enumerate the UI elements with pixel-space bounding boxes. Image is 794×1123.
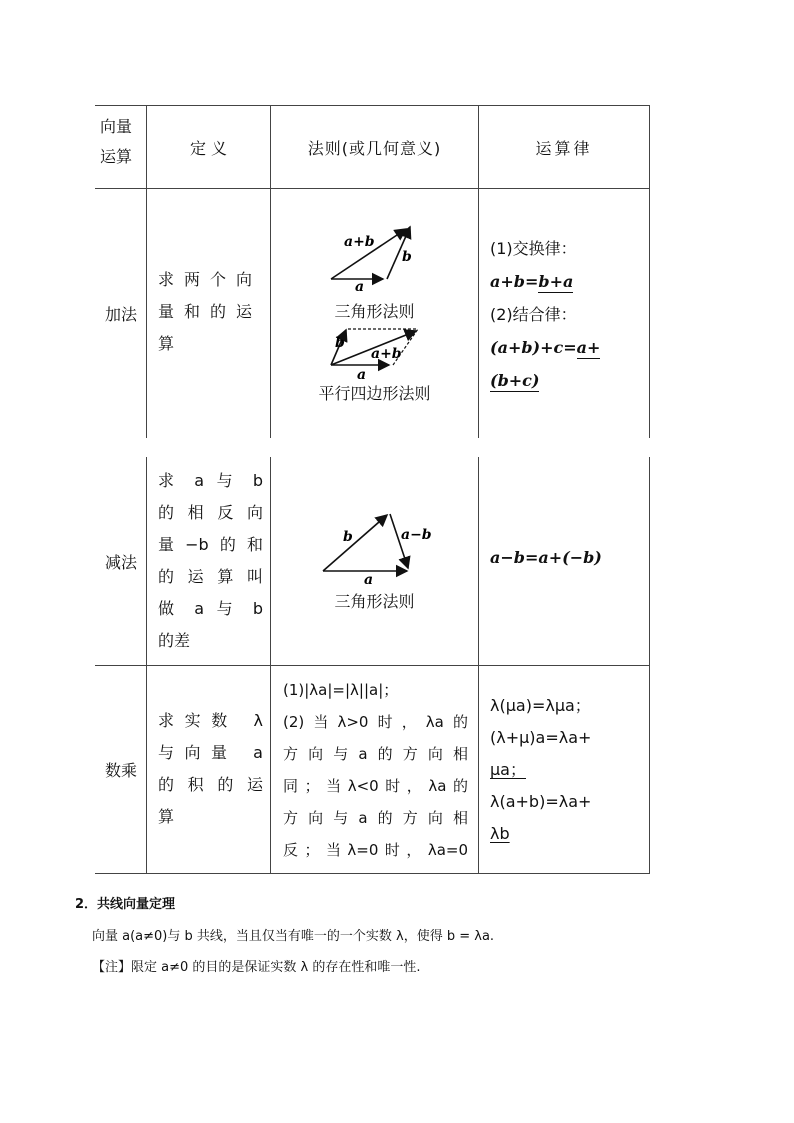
subtraction-caption: 三角形法则 [334,592,415,611]
col-line-4 [649,105,650,438]
addition-definition [158,264,263,360]
section2-title: 2．共线向量定理 [75,897,176,912]
scalar-law-line-5: λb [490,824,510,843]
commutative-rhs: b+a [538,272,574,291]
header-rule-text: 法则(或几何意义) [307,138,442,158]
subtraction-rule [271,457,478,665]
commutative-lhs: a+b= [490,272,539,291]
par-b-label: b [335,335,345,351]
tri-a-label: a [355,279,365,295]
scalar-law [490,690,640,850]
addition-rule [271,189,478,438]
addition-op [96,189,146,438]
col-line-4b [649,457,650,873]
associative-rhs2: (b+c) [490,371,540,390]
sub-b-label: b [343,529,353,545]
subtraction-definition [158,465,263,657]
sub-def-line-4: 的运算叫 [158,567,263,586]
header-op-line2: 运算 [100,147,133,166]
addition-definition-text: 求两个向量和的运算 [158,270,263,353]
sub-def-line-2: 的相反向 [158,503,263,522]
associative-label: (2)结合律： [490,305,577,324]
addition-law [490,232,645,397]
scalar-law-line-4: λ(a+b)=λa+ [490,792,592,811]
sub-def-line-5: 做 a 与 b [158,599,263,618]
scalar-law-line-3: μa； [490,760,526,779]
sub-def-line-6: 的差 [158,631,191,650]
par-a-label: a [357,367,367,383]
associative-law [490,331,645,364]
sub-def-line-3: 量−b的和 [158,535,263,554]
triangle-rule-caption: 三角形法则 [334,302,415,321]
addition-op-text: 加法 [104,305,137,324]
scalar-law-line-2: (λ+μ)a=λa+ [490,728,592,747]
par-sum-label: a+b [371,346,402,362]
subtraction-law-text: a−b=a+(−b) [490,548,602,567]
col-line-3b [478,457,479,873]
scalar-rule-line-4: 同；当λ<0时，λa的 [283,777,468,795]
header-law [479,106,649,188]
scalar-rule-line-5: 方向与a的方向相 [283,809,468,827]
col-line-1b [146,457,147,873]
header-definition [147,106,270,188]
scalar-rule [283,674,468,866]
subtraction-law [490,548,645,567]
scalar-definition [158,705,263,833]
scalar-rule-line-2: (2)当λ>0时，λa的 [283,713,468,731]
sub-b-arrow [323,515,387,571]
associative-rhs1: a+ [576,338,601,357]
associative-lhs: (a+b)+c= [490,338,577,357]
header-law-text: 运算律 [535,138,593,158]
scalar-def-line-3: 的积的运 [158,775,263,794]
commutative-label: (1)交换律： [490,239,577,258]
scalar-def-line-4: 算 [158,807,175,826]
row3-top-border [95,665,650,666]
section2-statement: 向量 a(a≠0)与 b 共线，当且仅当有唯一的一个实数 λ，使得 b = λa. [92,929,495,944]
scalar-law-line-1: λ(μa)=λμa； [490,696,591,715]
sub-a-label: a [364,572,374,588]
associative-law-cont [490,364,645,397]
header-definition-text: 定 义 [189,138,228,158]
subtraction-op [96,457,146,665]
scalar-rule-line-3: 方向与a的方向相 [283,745,468,763]
table-bottom-border [95,873,650,874]
scalar-rule-line-6: 反；当λ=0时，λa=0 [283,841,468,859]
subtraction-triangle-figure [271,457,478,665]
parallelogram-rule-caption: 平行四边形法则 [318,384,431,403]
scalar-op [96,666,146,873]
scalar-def-line-1: 求实数 λ [158,711,263,730]
section2-note: 【注】限定 a≠0 的目的是保证实数 λ 的存在性和唯一性. [92,960,421,975]
header-op-cell [96,112,146,182]
tri-b-label: b [402,249,412,265]
header-rule [271,106,478,188]
tri-sum-label: a+b [344,234,375,250]
scalar-rule-line-1: (1)|λa|=|λ||a|； [283,681,399,699]
scalar-op-text: 数乘 [104,761,137,780]
subtraction-op-text: 减法 [104,552,137,572]
header-op-line1: 向量 [100,117,133,136]
sub-def-line-1: 求 a 与 b [158,471,263,490]
sub-diff-label: a−b [401,527,432,543]
commutative-law [490,265,645,298]
scalar-def-line-2: 与向量 a [158,743,263,762]
